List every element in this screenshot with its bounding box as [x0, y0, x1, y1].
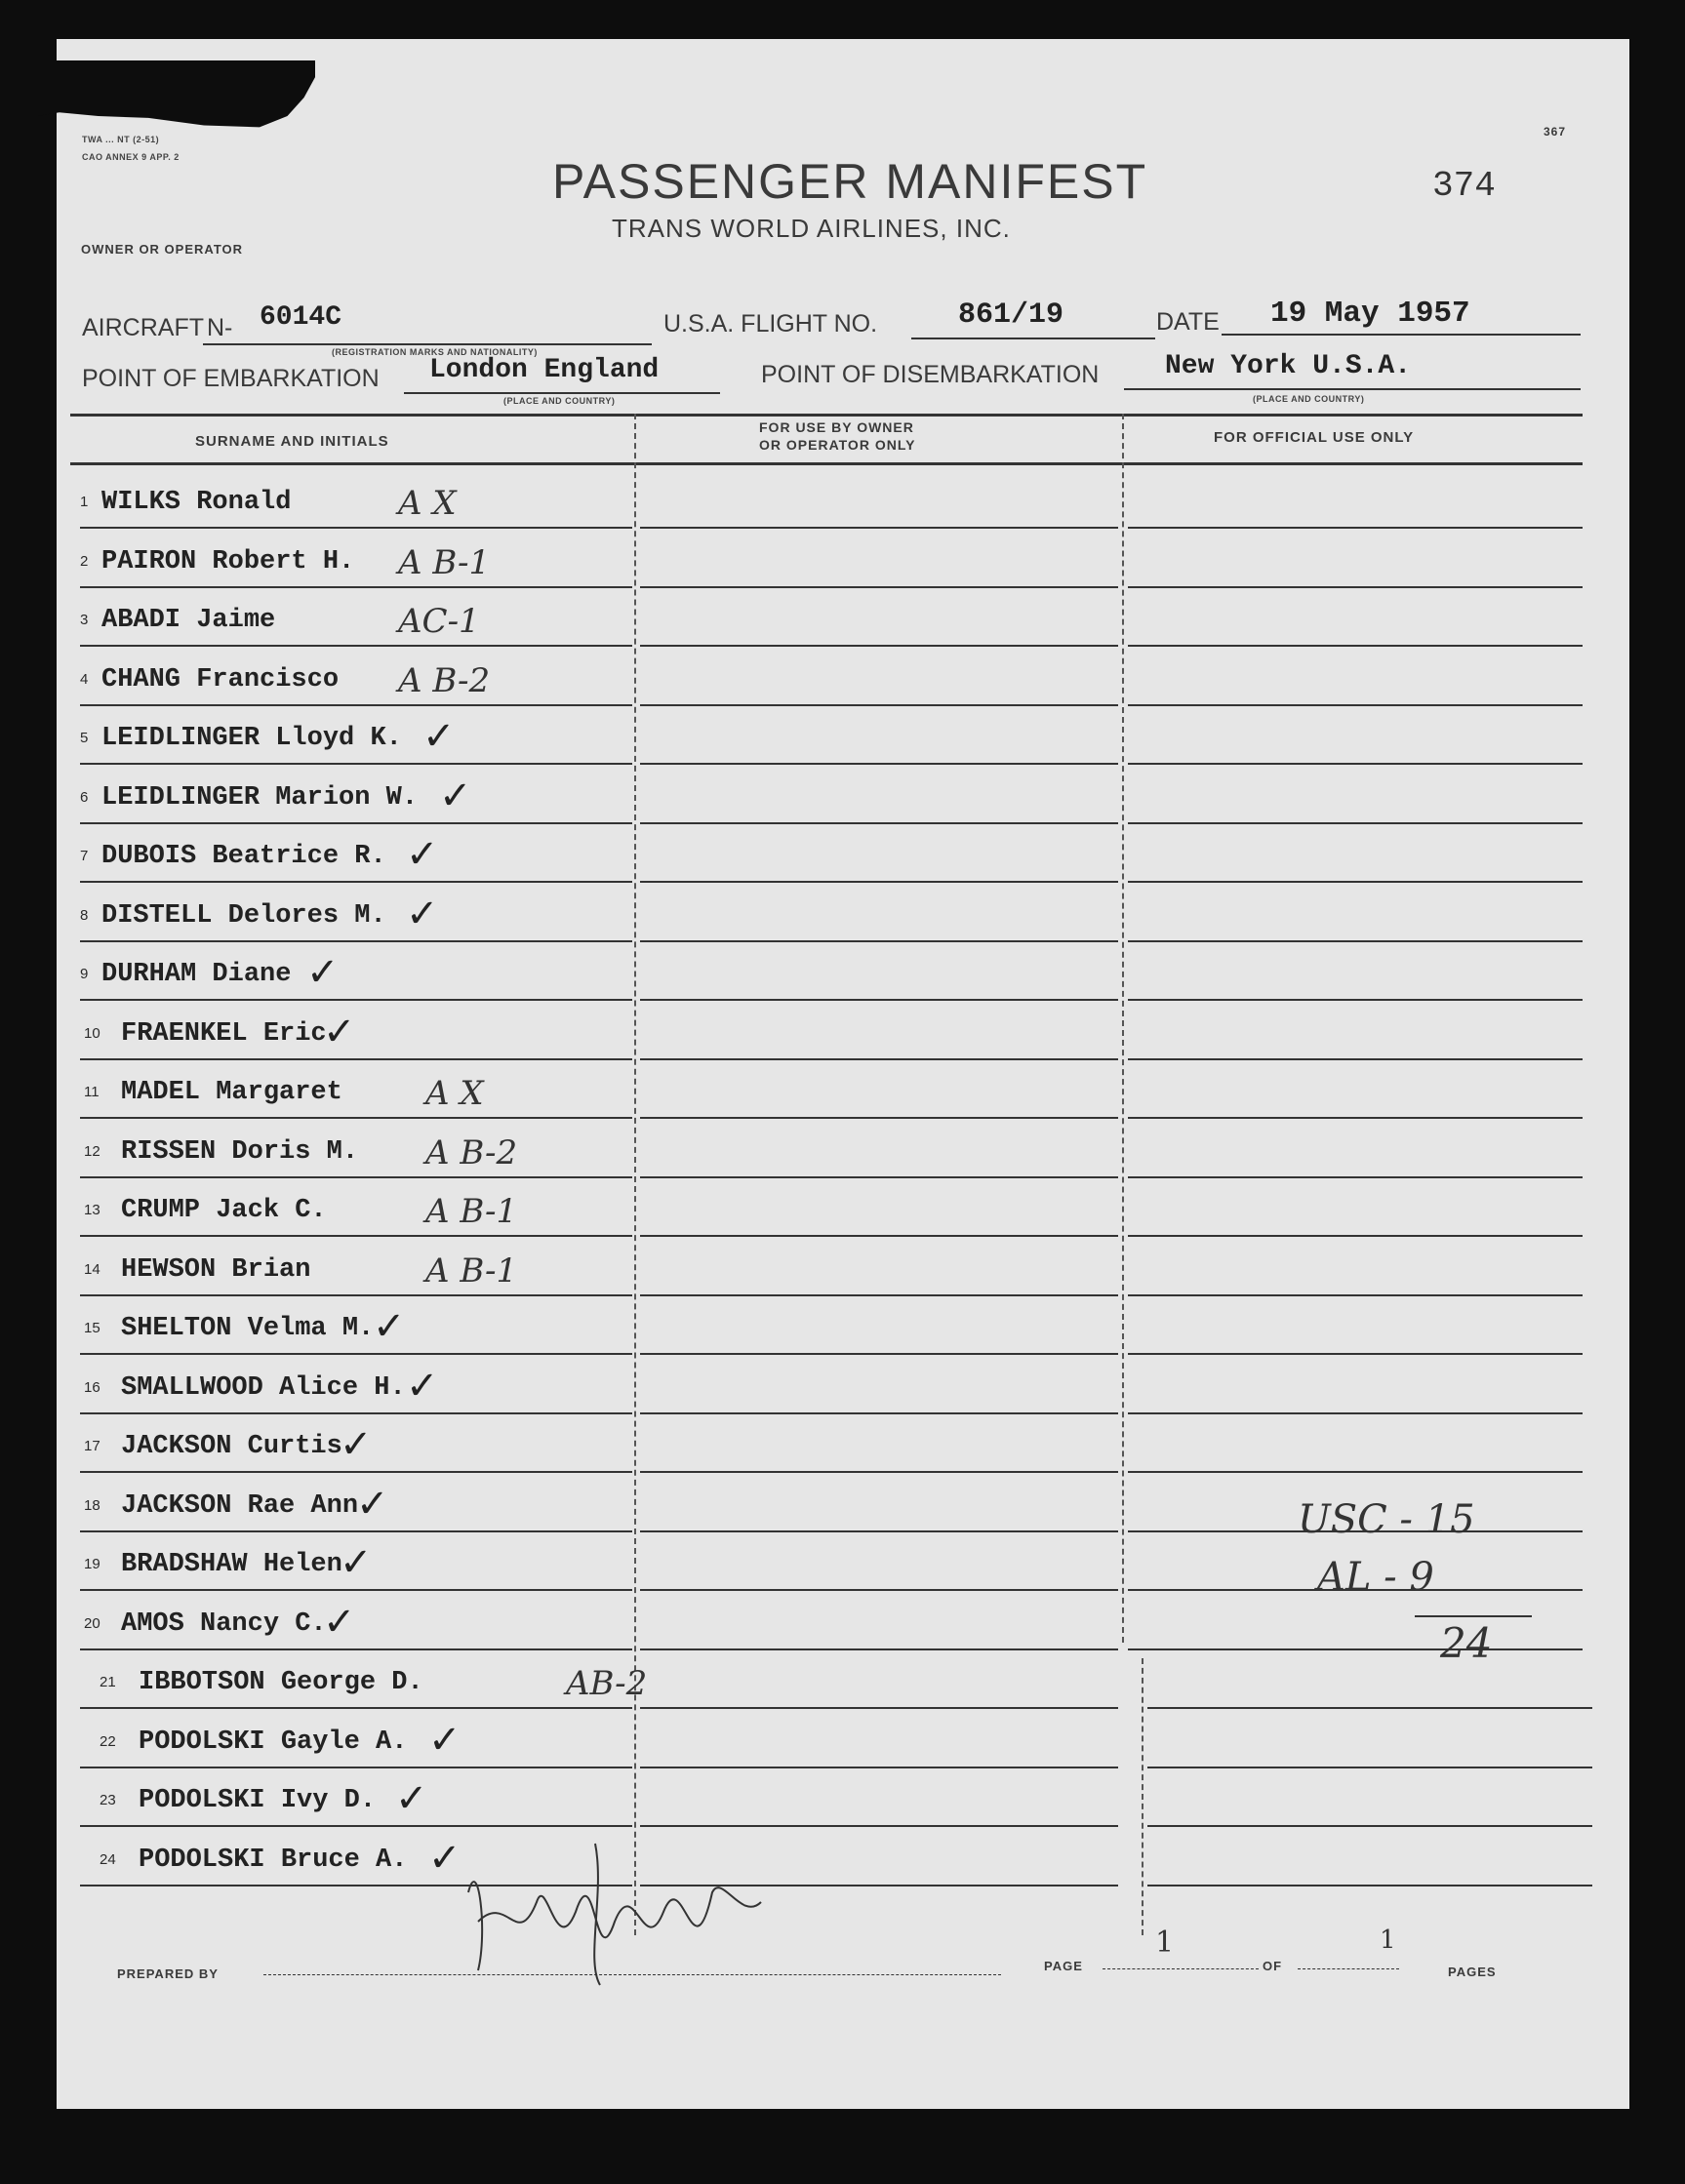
row-number: 3: [80, 612, 89, 628]
row-rule: [80, 1471, 632, 1473]
passenger-name: DUBOIS Beatrice R.: [101, 842, 386, 871]
passenger-name: ABADI Jaime: [101, 606, 276, 635]
row-rule-owner: [640, 940, 1118, 942]
row-rule: [80, 1176, 632, 1178]
row-rule-owner: [640, 1294, 1118, 1296]
row-number: 8: [80, 906, 89, 924]
row-rule-owner: [640, 1117, 1118, 1119]
row-rule-owner: [640, 1412, 1118, 1414]
row-rule-owner: [640, 1707, 1118, 1709]
prepared-by-label: PREPARED BY: [117, 1966, 219, 1981]
row-number: 7: [80, 848, 89, 864]
row-rule: [80, 1589, 632, 1591]
passenger-name: FRAENKEL Eric: [121, 1018, 327, 1049]
passenger-name: AMOS Nancy C.: [121, 1608, 327, 1639]
status-code: A B-2: [398, 660, 491, 700]
status-code: A X: [425, 1074, 484, 1113]
passenger-name: HEWSON Brian: [121, 1254, 311, 1285]
passenger-name: LEIDLINGER Lloyd K.: [101, 724, 402, 753]
row-rule: [80, 1767, 632, 1768]
col-divider-2: [1122, 414, 1124, 1643]
row-rule: [80, 1825, 632, 1827]
check-mark-icon: ✓: [340, 1540, 373, 1585]
row-rule: [80, 1294, 632, 1296]
manifest-title: PASSENGER MANIFEST: [552, 154, 1148, 209]
row-rule: [80, 1353, 632, 1355]
row-rule-official: [1147, 1707, 1592, 1709]
aircraft-value: 6014C: [260, 302, 342, 333]
flight-underline: [911, 338, 1155, 339]
col-owner-use-2: OR OPERATOR ONLY: [759, 437, 916, 453]
row-rule-official: [1128, 763, 1583, 765]
flight-label: U.S.A. FLIGHT NO.: [663, 310, 878, 338]
row-rule: [80, 586, 632, 588]
passenger-name: LEIDLINGER Marion W.: [101, 782, 419, 813]
page-value: 1: [1155, 1926, 1175, 1960]
row-rule-official: [1128, 586, 1583, 588]
row-rule-owner: [640, 999, 1118, 1001]
of-label: OF: [1263, 1959, 1283, 1973]
disembark-label: POINT OF DISEMBARKATION: [761, 361, 1100, 388]
row-rule: [80, 1058, 632, 1060]
row-rule-official: [1128, 645, 1583, 647]
row-rule-official: [1128, 1353, 1583, 1355]
table-top-rule: [70, 414, 1583, 417]
aircraft-underline: [203, 343, 652, 345]
row-rule-official: [1147, 1825, 1592, 1827]
embark-value: London England: [429, 355, 660, 385]
row-rule-official: [1128, 1471, 1583, 1473]
check-mark-icon: ✓: [340, 1422, 373, 1467]
row-rule-official: [1128, 704, 1583, 706]
row-rule-owner: [640, 881, 1118, 883]
row-rule-official: [1128, 1176, 1583, 1178]
embark-underline: [404, 392, 720, 394]
row-rule-owner: [640, 1825, 1118, 1827]
row-number: 16: [84, 1378, 100, 1396]
form-id: TWA ... NT (2-51): [82, 135, 160, 144]
row-rule: [80, 1235, 632, 1237]
row-number: 13: [84, 1202, 100, 1218]
passenger-name: PAIRON Robert H.: [101, 546, 355, 576]
row-rule-official: [1128, 1235, 1583, 1237]
aircraft-label: AIRCRAFT: [82, 314, 204, 341]
passenger-name: BRADSHAW Helen: [121, 1550, 342, 1579]
check-mark-icon: ✓: [406, 1363, 439, 1409]
check-mark-icon: ✓: [428, 1835, 461, 1881]
row-rule: [80, 1530, 632, 1532]
passenger-name: IBBOTSON George D.: [139, 1668, 423, 1697]
row-rule-official: [1128, 1058, 1583, 1060]
row-number: 22: [100, 1732, 116, 1750]
row-rule-owner: [640, 1589, 1118, 1591]
row-rule-owner: [640, 1648, 1118, 1650]
row-number: 6: [80, 788, 89, 806]
check-mark-icon: ✓: [406, 891, 439, 936]
col-divider-1: [634, 414, 636, 1935]
row-rule: [80, 881, 632, 883]
aircraft-prefix: N-: [207, 314, 233, 341]
row-rule-official: [1128, 527, 1583, 529]
pages-label: PAGES: [1448, 1965, 1497, 1979]
row-number: 14: [84, 1260, 100, 1278]
row-number: 17: [84, 1438, 100, 1454]
check-mark-icon: ✓: [395, 1776, 428, 1821]
row-rule-official: [1147, 1885, 1592, 1886]
row-rule-official: [1128, 881, 1583, 883]
passenger-name: CHANG Francisco: [101, 664, 340, 695]
table-header-rule: [70, 462, 1583, 465]
page-line: [1103, 1968, 1259, 1969]
row-number: 12: [84, 1142, 100, 1160]
check-mark-icon: ✓: [356, 1481, 389, 1527]
owner-label: OWNER OR OPERATOR: [81, 242, 244, 257]
row-rule-owner: [640, 645, 1118, 647]
aircraft-sub: (REGISTRATION MARKS AND NATIONALITY): [332, 347, 538, 357]
passenger-name: DURHAM Diane: [101, 960, 292, 989]
status-code: A B-1: [398, 542, 491, 582]
passenger-name: DISTELL Delores M.: [101, 900, 386, 931]
check-mark-icon: ✓: [323, 1009, 356, 1054]
row-rule-owner: [640, 1235, 1118, 1237]
status-code: AB-2: [566, 1664, 648, 1703]
row-number: 15: [84, 1320, 100, 1336]
row-number: 2: [80, 552, 89, 570]
passenger-name: WILKS Ronald: [101, 488, 292, 517]
passenger-name: MADEL Margaret: [121, 1078, 342, 1107]
signature: [449, 1834, 781, 1990]
row-rule-owner: [640, 822, 1118, 824]
row-rule-owner: [640, 527, 1118, 529]
row-rule-owner: [640, 1767, 1118, 1768]
status-code: AC-1: [398, 602, 480, 641]
col-divider-2-lower: [1142, 1658, 1143, 1935]
passenger-name: PODOLSKI Ivy D.: [139, 1786, 377, 1815]
row-rule: [80, 704, 632, 706]
form-ref: CAO ANNEX 9 APP. 2: [82, 152, 180, 162]
date-underline: [1222, 334, 1581, 336]
row-number: 4: [80, 670, 89, 688]
row-rule-official: [1128, 1294, 1583, 1296]
flight-value: 861/19: [958, 298, 1064, 332]
disembark-sub: (PLACE AND COUNTRY): [1253, 394, 1365, 404]
check-mark-icon: ✓: [439, 773, 472, 818]
passenger-name: PODOLSKI Gayle A.: [139, 1727, 408, 1757]
of-line: [1298, 1968, 1399, 1969]
passenger-name: CRUMP Jack C.: [121, 1196, 327, 1225]
row-number: 24: [100, 1850, 116, 1868]
row-rule-owner: [640, 586, 1118, 588]
passenger-name: JACKSON Rae Ann: [121, 1490, 359, 1521]
disembark-underline: [1124, 388, 1581, 390]
status-code: A B-1: [425, 1251, 518, 1291]
row-number: 19: [84, 1556, 100, 1572]
check-mark-icon: ✓: [373, 1304, 406, 1349]
row-rule: [80, 763, 632, 765]
status-code: A B-1: [425, 1192, 518, 1231]
row-number: 21: [100, 1674, 116, 1690]
row-rule-owner: [640, 1176, 1118, 1178]
tally-al: AL - 9: [1317, 1555, 1434, 1600]
disembark-value: New York U.S.A.: [1165, 351, 1412, 381]
tally-sum-rule: [1415, 1615, 1532, 1617]
row-rule-owner: [640, 1058, 1118, 1060]
date-label: DATE: [1156, 308, 1220, 336]
row-rule-owner: [640, 1353, 1118, 1355]
row-rule: [80, 1117, 632, 1119]
tally-usc: USC - 15: [1298, 1497, 1475, 1542]
row-rule-owner: [640, 704, 1118, 706]
row-rule-owner: [640, 1530, 1118, 1532]
row-rule: [80, 940, 632, 942]
page-label: PAGE: [1044, 1959, 1083, 1973]
col-official-use: FOR OFFICIAL USE ONLY: [1214, 429, 1415, 446]
row-number: 10: [84, 1024, 100, 1042]
row-rule: [80, 645, 632, 647]
row-rule-official: [1128, 822, 1583, 824]
row-rule-official: [1128, 999, 1583, 1001]
row-rule: [80, 1648, 632, 1650]
check-mark-icon: ✓: [323, 1599, 356, 1645]
row-rule: [80, 1707, 632, 1709]
row-rule-official: [1128, 1648, 1583, 1650]
corner-number: 367: [1544, 125, 1567, 139]
check-mark-icon: ✓: [406, 832, 439, 877]
passenger-name: SHELTON Velma M.: [121, 1314, 375, 1343]
col-surname: SURNAME AND INITIALS: [195, 433, 389, 450]
passenger-name: SMALLWOOD Alice H.: [121, 1372, 406, 1403]
row-number: 18: [84, 1496, 100, 1514]
row-rule-official: [1128, 1117, 1583, 1119]
of-value: 1: [1380, 1926, 1396, 1955]
row-number: 11: [84, 1084, 100, 1100]
row-rule-official: [1128, 940, 1583, 942]
row-rule-official: [1147, 1767, 1592, 1768]
passenger-name: JACKSON Curtis: [121, 1432, 342, 1461]
row-number: 23: [100, 1792, 116, 1808]
passenger-name: RISSEN Doris M.: [121, 1136, 359, 1167]
check-mark-icon: ✓: [306, 950, 340, 995]
status-code: A X: [398, 484, 457, 523]
row-number: 9: [80, 966, 89, 982]
embark-sub: (PLACE AND COUNTRY): [503, 396, 616, 406]
row-rule: [80, 1412, 632, 1414]
date-value: 19 May 1957: [1270, 297, 1470, 331]
page-number-handwritten: 374: [1432, 166, 1496, 206]
airline-name: TRANS WORLD AIRLINES, INC.: [612, 214, 1011, 243]
row-number: 20: [84, 1614, 100, 1632]
row-rule-owner: [640, 763, 1118, 765]
check-mark-icon: ✓: [422, 714, 456, 759]
row-number: 5: [80, 730, 89, 746]
status-code: A B-2: [425, 1132, 518, 1172]
prepared-by-line: [263, 1974, 1001, 1975]
row-rule: [80, 822, 632, 824]
row-rule: [80, 999, 632, 1001]
row-rule-official: [1128, 1412, 1583, 1414]
row-rule: [80, 527, 632, 529]
row-rule-owner: [640, 1471, 1118, 1473]
tally-total: 24: [1440, 1619, 1493, 1667]
check-mark-icon: ✓: [428, 1717, 461, 1763]
col-owner-use-1: FOR USE BY OWNER: [759, 419, 914, 435]
row-number: 1: [80, 494, 89, 510]
passenger-name: PODOLSKI Bruce A.: [139, 1845, 408, 1875]
embark-label: POINT OF EMBARKATION: [82, 365, 380, 392]
